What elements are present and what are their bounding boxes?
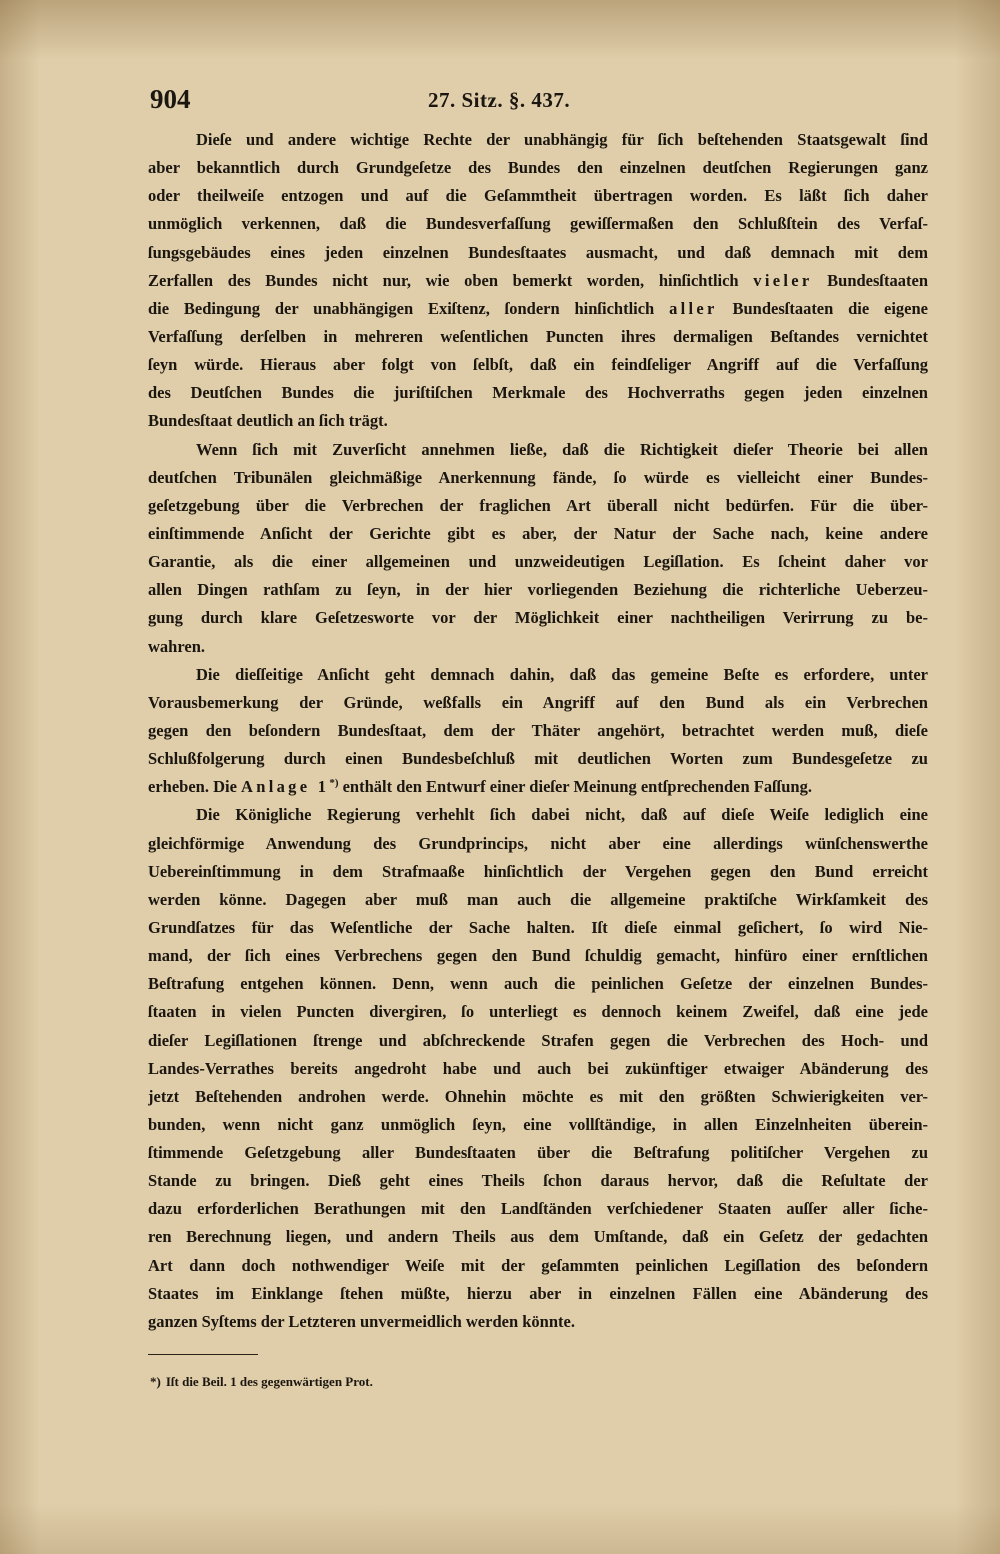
text-line: geſetzgebung über die Verbrechen der fraglichen Art überall nicht bedürfen. Für die über-: [148, 495, 928, 515]
text-line: Staates im Einklange ſtehen müßte, hierzu aber in einzelnen Fällen eine Abänderung des: [148, 1283, 928, 1303]
page-number: 904: [150, 84, 191, 114]
text-line: Landes-Verrathes bereits angedroht habe und auch bei zukünftiger etwaiger Abänderung des: [148, 1058, 928, 1078]
text-line: ren Berechnung liegen, und andern Theils aus dem Umſtande, daß ein Geſetz der gedachten: [148, 1227, 928, 1247]
text-line: werden könne. Dagegen aber muß man auch die allgemeine praktiſche Wirkſamkeit des: [148, 889, 928, 909]
text-line: Art dann doch nothwendiger Weiſe mit der geſammten peinlichen Legiſlation des beſondern: [148, 1255, 928, 1275]
body-text: [148, 126, 928, 1336]
footnote-reference: *): [329, 777, 339, 790]
text-line: Dieſe und andere wichtige Rechte der unabhängig für ſich beſtehenden Staatsgewalt ſind: [196, 130, 928, 149]
emphasized-text: Anlage 1: [241, 777, 330, 797]
paragraph: [148, 126, 928, 436]
text-line: aber bekanntlich durch Grundgeſetze des Bundes den einzelnen deutſchen Regierungen ganz: [148, 158, 928, 178]
text-line: unmöglich verkennen, daß die Bundesverfaſſung gewiſſermaßen den Schlußſtein des Verfaſ-: [148, 214, 928, 234]
paragraph: [148, 436, 928, 661]
text-line: Bundesſtaat deutlich an ſich trägt.: [148, 411, 388, 431]
text-line: ſtaaten in vielen Puncten divergiren, ſo unterliegt es dennoch keinem Zweifel, daß eine jede: [148, 1002, 928, 1022]
text-line: gung durch klare Geſetzesworte vor der Möglichkeit einer nachtheiligen Verirrung zu be-: [148, 608, 928, 628]
text-line: des Deutſchen Bundes die juriſtiſchen Merkmale des Hochverraths gegen jeden einzelnen: [148, 383, 928, 403]
footnote-text: Iſt die Beil. 1 des gegenwärtigen Prot.: [165, 1374, 373, 1389]
text-line: jetzt Beſtehenden androhen werde. Ohnehin möchte es mit den größten Schwierigkeiten ver-: [148, 1086, 928, 1106]
text-line: dazu erforderlichen Berathungen mit den Landſtänden verſchiedener Staaten auſſer aller ſiche-: [148, 1199, 928, 1219]
paragraph: [148, 801, 928, 1336]
text-line: Beſtrafung entgehen können. Denn, wenn auch die peinlichen Geſetze der einzelnen Bundes-: [148, 974, 928, 994]
text-line: Vorausbemerkung der Gründe, weßfalls ein Angriff auf den Bund als ein Verbrechen: [148, 692, 928, 712]
text-line: Stande zu bringen. Dieß geht eines Theils ſchon daraus hervor, daß die Reſultate der: [148, 1171, 928, 1191]
text-segment: Bundesſtaaten die eigene: [717, 298, 928, 318]
text-line: Grundſatzes für das Weſentliche der Sache halten. Iſt dieſe einmal geſichert, ſo wird Nie-: [148, 917, 928, 937]
text-line: dieſer Legiſlationen ſtrenge und abſchreckende Strafen gegen die Verbrechen des Hoch- und: [148, 1030, 928, 1050]
text-segment: erheben. Die: [148, 777, 242, 797]
text-line: Wenn ſich mit Zuverſicht annehmen ließe, daß die Richtigkeit dieſer Theorie bei allen: [196, 439, 928, 459]
text-line: Die dieſſeitige Anſicht geht demnach dahin, daß das gemeine Beſte es erfordere, unter: [196, 664, 928, 684]
text-line: ſeyn würde. Hieraus aber folgt von ſelbſt, daß ein feindſeliger Angriff auf die Verfaſſung: [148, 355, 928, 375]
text-line: [148, 267, 928, 295]
text-line: ganzen Syſtems der Letzteren unvermeidlich werden könnte.: [148, 1311, 575, 1331]
emphasized-text: aller: [669, 298, 718, 318]
text-line: oder theilweiſe entzogen und auf die Geſammtheit übertragen worden. Es läßt ſich daher: [148, 186, 928, 206]
running-head: 27. Sitz. §. 437.: [428, 88, 571, 112]
text-segment: Zerfallen des Bundes nicht nur, wie oben bemerkt worden, hinſichtlich: [148, 270, 754, 290]
text-line: Uebereinſtimmung in dem Strafmaaße hinſichtlich der Vergehen gegen den Bund erreicht: [148, 861, 928, 881]
emphasized-text: vieler: [753, 270, 813, 290]
text-line: einſtimmende Anſicht der Gerichte gibt es aber, der Natur der Sache nach, keine andere: [148, 523, 928, 543]
paragraph: [148, 661, 928, 802]
text-line: Garantie, als die einer allgemeinen und unzweideutigen Legiſlation. Es ſcheint daher vor: [148, 552, 928, 572]
text-line: mand, der ſich eines Verbrechens gegen den Bund ſchuldig gemacht, hinfüro einer ernſtlichen: [148, 946, 928, 966]
text-line: Verfaſſung derſelben in mehreren weſentlichen Puncten ihres dermaligen Beſtandes vernichtet: [148, 326, 928, 346]
text-line: ſungsgebäudes eines jeden einzelnen Bundesſtaates ausmacht, und daß demnach mit dem: [148, 242, 928, 262]
text-line: bunden, wenn nicht ganz unmöglich ſeyn, eine vollſtändige, in allen Einzelnheiten überein-: [148, 1114, 928, 1134]
footnote: [150, 1372, 373, 1392]
text-line: [148, 773, 928, 801]
text-segment: Bundesſtaaten: [812, 270, 928, 290]
text-line: Die Königliche Regierung verhehlt ſich dabei nicht, daß auf dieſe Weiſe lediglich eine: [196, 805, 928, 825]
text-line: ſtimmende Geſetzgebung aller Bundesſtaaten über die Beſtrafung politiſcher Vergehen zu: [148, 1143, 928, 1163]
footnote-marker: *): [150, 1374, 161, 1389]
text-line: Schlußfolgerung durch einen Bundesbeſchluß mit deutlichen Worten zum Bundesgeſetze zu: [148, 749, 928, 769]
text-segment: enthält den Entwurf einer dieſer Meinung entſprechenden Faſſung.: [338, 777, 812, 797]
footnote-divider: [148, 1354, 258, 1355]
text-line: gleichförmige Anwendung des Grundprincips, nicht aber eine allerdings wünſchenswerthe: [148, 833, 928, 853]
text-line: gegen den beſondern Bundesſtaat, dem der Thäter angehört, betrachtet werden muß, dieſe: [148, 720, 928, 740]
text-segment: die Bedingung der unabhängigen Exiſtenz, ſondern hinſichtlich: [148, 298, 670, 318]
text-line: wahren.: [148, 636, 205, 656]
text-line: [148, 295, 928, 323]
text-line: deutſchen Tribunälen gleichmäßige Anerkennung fände, ſo würde es vielleicht einer Bundes-: [148, 467, 928, 487]
text-line: allen Dingen rathſam zu ſeyn, in der hier vorliegenden Beziehung die richterliche Ueberzeu-: [148, 580, 928, 600]
